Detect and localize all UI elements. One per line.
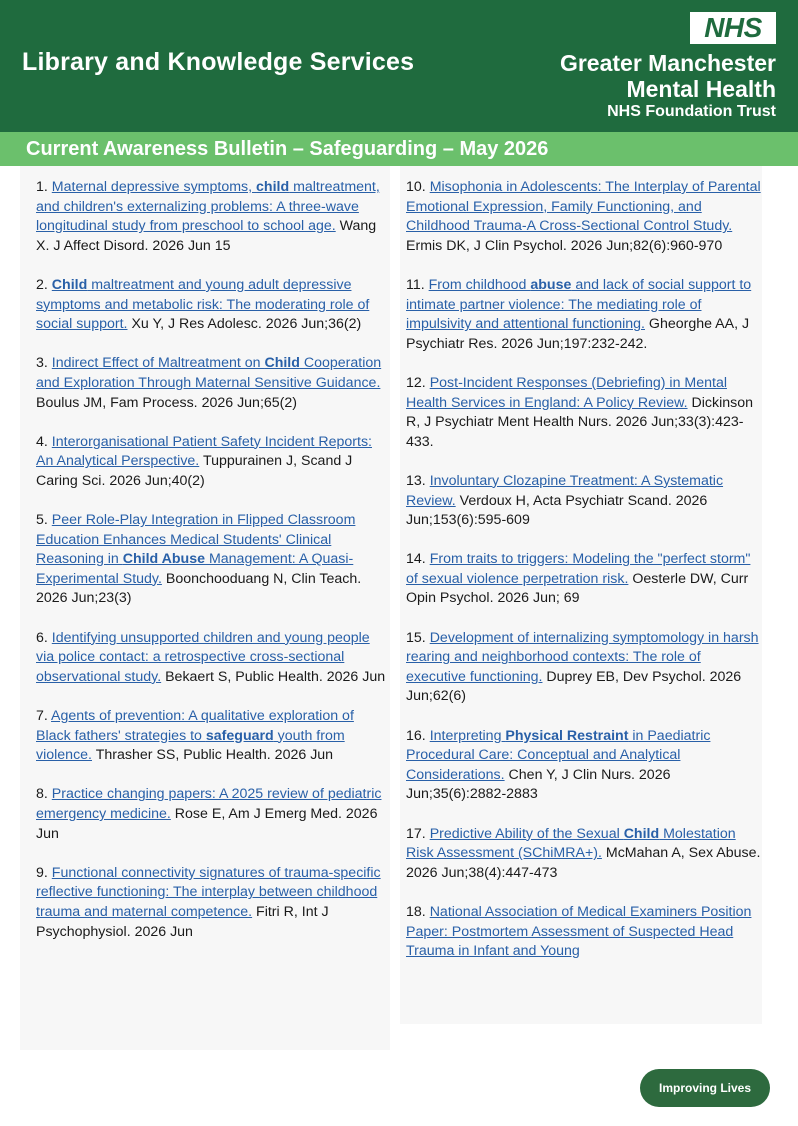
reference-item <box>36 864 390 942</box>
trust-name-line3: NHS Foundation Trust <box>607 103 776 120</box>
reference-citation: Dickinson R, J Psychiatr Ment Health Nurs. 2026 Jun;33(3):423-433. <box>406 394 753 450</box>
reference-citation: Thrasher SS, Public Health. 2026 Jun <box>95 747 334 764</box>
reference-item <box>406 550 762 609</box>
references-right-column <box>400 166 762 1024</box>
reference-number: 12. <box>406 374 426 391</box>
reference-number: 15. <box>406 629 426 646</box>
references-right-list <box>400 166 762 962</box>
reference-number: 9. <box>36 864 48 881</box>
reference-item <box>406 178 762 256</box>
reference-title-text: Interorganisational Patient Safety Incident Reports: An Analytical Perspective. <box>36 433 372 470</box>
reference-number: 13. <box>406 472 426 489</box>
reference-citation: McMahan A, Sex Abuse. 2026 Jun;38(4):447-473 <box>406 845 761 881</box>
reference-citation: Tuppurainen J, Scand J Caring Sci. 2026 Jun;40(2) <box>36 453 353 489</box>
reference-title-text: Cooperation and Exploration Through Maternal Sensitive Guidance. <box>36 355 382 391</box>
reference-number: 14. <box>406 551 426 568</box>
references-left-column <box>20 166 390 1050</box>
reference-title-text: Indirect Effect of Maltreatment on <box>51 355 265 372</box>
reference-number: 5. <box>36 512 48 529</box>
reference-number: 2. <box>36 276 48 293</box>
improving-lives-badge: Improving Lives <box>640 1069 770 1107</box>
reference-keyword: Child <box>264 355 300 372</box>
reference-number: 10. <box>406 179 426 195</box>
reference-citation: Chen Y, J Clin Nurs. 2026 Jun;35(6):2882-2883 <box>406 766 671 803</box>
reference-citation: Duprey EB, Dev Psychol. 2026 Jun;62(6) <box>406 668 742 705</box>
reference-title-text: Development of internalizing symptomology in harsh rearing and neighborhood contexts: The role of executive functioning. <box>406 629 759 685</box>
reference-number: 7. <box>36 708 48 725</box>
reference-title-text: Predictive Ability of the Sexual <box>429 825 624 842</box>
reference-title-text: Management: A Quasi-Experimental Study. <box>36 551 354 587</box>
reference-number: 6. <box>36 629 48 646</box>
reference-number: 17. <box>406 825 426 842</box>
trust-name <box>560 50 776 122</box>
library-title: Library and Knowledge Services <box>22 48 415 76</box>
reference-keyword: Child Abuse <box>122 551 206 568</box>
nhs-logo: NHS <box>690 12 776 44</box>
reference-item <box>406 472 762 531</box>
reference-item <box>406 629 762 707</box>
reference-title-text: Interpreting <box>429 727 506 744</box>
reference-title-text: Functional connectivity signatures of trauma-specific reflective functioning: The interplay between childhood trauma and maternal competence. <box>36 864 381 920</box>
reference-citation: Xu Y, J Res Adolesc. 2026 Jun;36(2) <box>131 316 362 333</box>
reference-citation: Boulus JM, Fam Process. 2026 Jun;65(2) <box>36 394 298 411</box>
reference-keyword: abuse <box>530 276 572 293</box>
reference-citation: Ermis DK, J Clin Psychol. 2026 Jun;82(6):960-970 <box>406 237 723 254</box>
reference-citation: Fitri R, Int J Psychophysiol. 2026 Jun <box>36 903 329 940</box>
reference-title-link[interactable] <box>406 179 761 234</box>
reference-citation: Rose E, Am J Emerg Med. 2026 Jun <box>36 806 378 842</box>
reference-citation: Gheorghe AA, J Psychiatr Res. 2026 Jun;197:232-242. <box>406 316 750 352</box>
trust-name-line1: Greater Manchester <box>559 50 776 76</box>
reference-item <box>36 178 390 256</box>
reference-number: 1. <box>36 179 48 195</box>
reference-number: 11. <box>406 276 425 293</box>
reference-item <box>406 276 762 354</box>
reference-number: 18. <box>406 903 426 920</box>
reference-item <box>36 511 390 609</box>
reference-number: 16. <box>406 727 426 744</box>
reference-keyword: safeguard <box>205 727 274 744</box>
reference-keyword: Physical Restraint <box>505 727 629 744</box>
reference-item <box>406 374 762 452</box>
references-left-list <box>20 166 390 942</box>
reference-title-text: Identifying unsupported children and young people via police contact: a retrospective cross-sectional observational study. <box>36 629 370 685</box>
bulletin-banner <box>0 132 798 166</box>
page-header <box>0 0 798 132</box>
reference-item <box>406 727 762 805</box>
reference-title-text: Agents of prevention: A qualitative exploration of Black fathers' strategies to <box>36 708 354 744</box>
reference-citation: Boonchooduang N, Clin Teach. 2026 Jun;23(3) <box>36 570 362 607</box>
reference-title-text: in Paediatric Procedural Care: Conceptual and Analytical Considerations. <box>406 727 711 783</box>
reference-title-text: National Association of Medical Examiners Position Paper: Postmortem Assessment of Suspected Head Trauma in Infant and Young <box>406 903 752 960</box>
reference-title-link[interactable] <box>406 375 727 411</box>
reference-title-text: youth from violence. <box>36 727 345 764</box>
reference-item <box>36 276 390 335</box>
reference-keyword: Child <box>51 276 88 293</box>
reference-title-text: Molestation Risk Assessment (SChiMRA+). <box>406 825 736 862</box>
trust-name-line2: Mental Health <box>626 76 776 102</box>
reference-number: 3. <box>36 355 48 372</box>
reference-title-text: Misophonia in Adolescents: The Interplay of Parental Emotional Expression, Family Functioning, and Childhood Trauma-A Cross-Sectional Control Study. <box>406 179 761 235</box>
reference-title-link[interactable] <box>36 355 381 391</box>
reference-number: 4. <box>36 433 48 450</box>
reference-citation: Bekaert S, Public Health. 2026 Jun <box>165 668 386 685</box>
reference-number: 8. <box>36 786 48 803</box>
reference-item <box>36 433 390 492</box>
reference-citation: Verdoux H, Acta Psychiatr Scand. 2026 Jun;153(6):595-609 <box>406 492 708 529</box>
reference-title-text: From traits to triggers: Modeling the "perfect storm" of sexual violence perpetration risk. <box>406 551 751 587</box>
reference-item <box>36 354 390 413</box>
reference-item <box>406 903 762 962</box>
reference-title-text: Peer Role-Play Integration in Flipped Classroom Education Enhances Medical Students' Clinical Reasoning in <box>36 512 356 568</box>
reference-keyword: child <box>256 179 290 195</box>
reference-citation: Wang X. J Affect Disord. 2026 Jun 15 <box>36 218 377 254</box>
reference-item <box>36 629 390 688</box>
reference-title-link[interactable] <box>36 179 380 234</box>
reference-title-text: maltreatment, and children's externalizing problems: A three-wave longitudinal study from preschool to school age. <box>36 179 380 235</box>
reference-citation: Oesterle DW, Curr Opin Psychol. 2026 Jun; 69 <box>406 570 749 607</box>
reference-title-text: maltreatment and young adult depressive symptoms and metabolic risk: The moderating role of social support. <box>36 276 370 333</box>
reference-item <box>36 707 390 766</box>
reference-title-text: Practice changing papers: A 2025 review of pediatric emergency medicine. <box>36 786 382 822</box>
bulletin-title: Current Awareness Bulletin – Safeguarding – May 2026 <box>26 138 549 160</box>
reference-item <box>36 785 390 844</box>
reference-title-text: Involuntary Clozapine Treatment: A Systematic Review. <box>406 472 724 509</box>
reference-title-text: From childhood <box>428 276 531 293</box>
reference-title-text: Maternal depressive symptoms, <box>51 179 257 195</box>
reference-title-link[interactable] <box>406 904 751 959</box>
reference-title-text: Post-Incident Responses (Debriefing) in Mental Health Services in England: A Policy Review. <box>406 374 727 411</box>
reference-keyword: Child <box>623 825 660 842</box>
reference-title-link[interactable] <box>36 865 381 920</box>
reference-item <box>406 825 762 884</box>
reference-title-text: and lack of social support to intimate partner violence: The mediating role of impulsivity and attentional functioning. <box>406 276 752 333</box>
